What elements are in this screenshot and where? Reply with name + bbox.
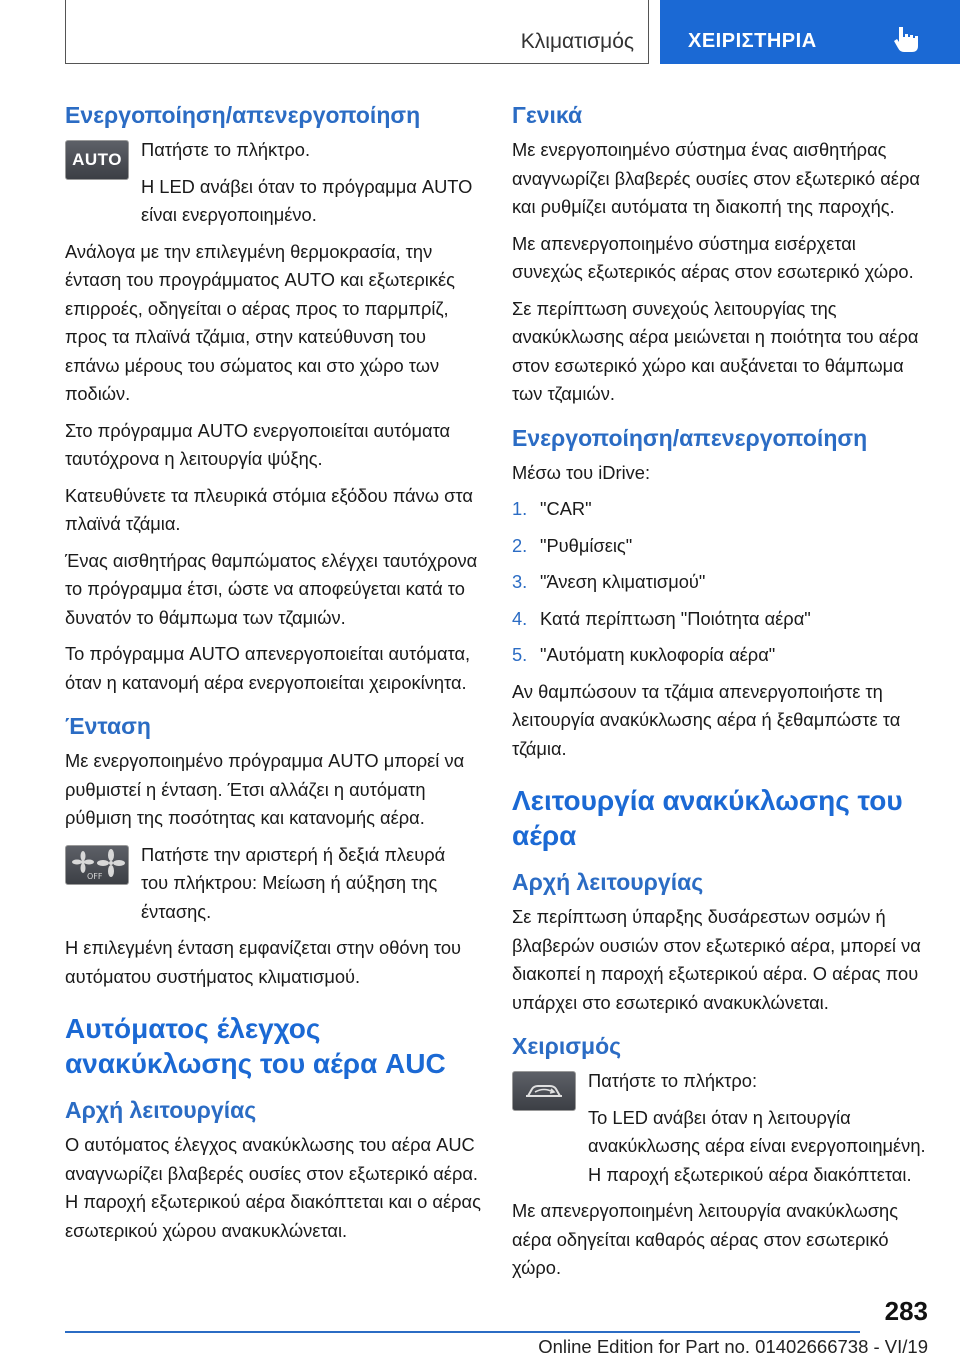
heading-recirculation: Λειτουργία ανακύκλωσης του αέρα bbox=[512, 785, 903, 851]
step-text: "CAR" bbox=[540, 498, 592, 519]
paragraph: Αν θαμπώσουν τα τζάμια απενεργοποιήστε τη λειτουργία ανακύκλωσης αέρα ή ξεθαμπώστε τα τζάμια. bbox=[512, 680, 901, 759]
paragraph: Με ενεργοποιημένο σύστημα ένας αισθητήρας αναγνωρίζει βλαβερές ουσίες στον εξωτερικό αέρα και ρυθμίζει αυτόματα τη διακοπή της παροχής. bbox=[512, 139, 920, 217]
auto-button-icon bbox=[65, 140, 129, 180]
heading-activation: Ενεργοποίηση/απενεργοποίηση bbox=[512, 424, 868, 451]
paragraph: Κατευθύνετε τα πλευρικά στόμια εξόδου πάνω στα πλαϊνά τζάμια. bbox=[65, 484, 473, 534]
step-number: 3. bbox=[512, 571, 528, 592]
heading-principle: Αρχή λειτουργίας bbox=[65, 1097, 257, 1123]
auto-led-text: Η LED ανάβει όταν το πρόγραμμα AUTO είναι ενεργοποιημένο. bbox=[141, 175, 473, 225]
heading-intensity: Ένταση bbox=[65, 713, 151, 739]
heading-general: Γενικά bbox=[512, 102, 583, 128]
step-text: "Άνεση κλιματισμού" bbox=[540, 571, 706, 592]
heading-principle: Αρχή λειτουργίας bbox=[512, 869, 704, 895]
paragraph: Ένας αισθητήρας θαμπώματος ελέγχει ταυτόχρονα το πρόγραμμα έτσι, ώστε να αποφεύγεται κατά το δυνατόν το θάμπωμα των τζαμιών. bbox=[65, 549, 478, 628]
auto-button-label: AUTO bbox=[72, 149, 122, 169]
idrive-steps bbox=[512, 495, 930, 670]
right-column bbox=[512, 100, 930, 1291]
step-text: "Αυτόματη κυκλοφορία αέρα" bbox=[540, 644, 776, 665]
recirculation-button-icon bbox=[512, 1071, 576, 1111]
fan-button-icon bbox=[65, 845, 129, 885]
header-section-box bbox=[65, 0, 649, 64]
step-text: "Ρυθμίσεις" bbox=[540, 534, 633, 556]
edition-footer: Online Edition for Part no. 01402666738 - VI/19 bbox=[538, 1336, 928, 1357]
auto-instruction bbox=[65, 136, 483, 230]
recirc-instruction bbox=[512, 1067, 930, 1189]
list-item bbox=[512, 568, 930, 597]
heading-activation: Ενεργοποίηση/απενεργοποίηση bbox=[65, 102, 421, 128]
left-column bbox=[65, 100, 483, 1253]
fan-icon bbox=[69, 848, 125, 882]
car-recirculation-icon bbox=[518, 1076, 570, 1106]
header-chapter-tab bbox=[660, 0, 960, 64]
fan-off-label: OFF bbox=[87, 871, 103, 881]
paragraph: Με απενεργοποιημένο σύστημα εισέρχεται συνεχώς εξωτερικός αέρας στον εσωτερικό χώρο. bbox=[512, 232, 914, 282]
footer-divider bbox=[65, 1331, 860, 1333]
paragraph: Στο πρόγραμμα AUTO ενεργοποιείται αυτόματα ταυτόχρονα η λειτουργία ψύξης. bbox=[65, 419, 451, 469]
hand-pointer-icon bbox=[892, 24, 922, 54]
recirc-led-text: Το LED ανάβει όταν η λειτουργία ανακύκλωσης αέρα είναι ενεργοποιημένη. Η παροχή εξωτερικού αέρα διακόπτεται. bbox=[588, 1106, 926, 1185]
paragraph: Ανάλογα με την επιλεγμένη θερμοκρασία, την ένταση του προγράμματος AUTO και εξωτερικές επιρροές, οδηγείται ο αέρας προς το παρμπρίζ, προς τα πλαϊνά τζάμια, στην κατεύθυνση του επάνω μέρους του σώματος και στο χώρο των ποδιών. bbox=[65, 240, 455, 404]
paragraph: Με ενεργοποιημένο πρόγραμμα AUTO μπορεί να ρυθμιστεί η ένταση. Έτσι αλλάζει η αυτόματη ρύθμιση της ποσότητας και κατανομής αέρα. bbox=[65, 750, 465, 828]
page-number: 283 bbox=[884, 1296, 928, 1326]
paragraph: Σε περίπτωση συνεχούς λειτουργίας της ανακύκλωσης αέρα μειώνεται η ποιότητα του αέρα στον εσωτερικό χώρο και αυξάνεται το θάμπωμα των τζαμιών. bbox=[512, 297, 919, 404]
step-number: 4. bbox=[512, 607, 528, 629]
step-number: 5. bbox=[512, 644, 528, 665]
paragraph: Με απενεργοποιημένη λειτουργία ανακύκλωσης αέρα οδηγείται καθαρός αέρας στον εσωτερικό χώρο. bbox=[512, 1200, 899, 1278]
heading-operation: Χειρισμός bbox=[512, 1033, 622, 1059]
paragraph: Σε περίπτωση ύπαρξης δυσάρεστων οσμών ή βλαβερών ουσιών στον εξωτερικό αέρα, μπορεί να διακοπεί η παροχή εξωτερικού αέρα. Ο αέρας που υπάρχει στο εσωτερικό ανακυκλώνεται. bbox=[512, 906, 921, 1013]
paragraph: Η επιλεγμένη ένταση εμφανίζεται στην οθόνη του αυτόματου συστήματος κλιματισμού. bbox=[65, 937, 462, 987]
section-title: Κλιματισμός bbox=[520, 30, 634, 53]
heading-auc: Αυτόματος έλεγχος ανακύκλωσης του αέρα AUC bbox=[65, 1013, 446, 1079]
paragraph: Ο αυτόματος έλεγχος ανακύκλωσης του αέρα AUC αναγνωρίζει βλαβερές ουσίες στον εξωτερικό αέρα. Η παροχή εξωτερικού αέρα διακόπτεται και ο αέρας εσωτερικού χώρου ανακυκλώνεται. bbox=[65, 1134, 481, 1241]
step-text: Κατά περίπτωση "Ποιότητα αέρα" bbox=[540, 607, 811, 629]
auto-press-text: Πατήστε το πλήκτρο. bbox=[141, 139, 311, 160]
fan-press-text: Πατήστε την αριστερή ή δεξιά πλευρά bbox=[141, 843, 446, 865]
list-item bbox=[512, 641, 930, 670]
list-item bbox=[512, 532, 930, 561]
paragraph: Το πρόγραμμα AUTO απενεργοποιείται αυτόματα, όταν η κατανομή αέρα ενεργοποιείται χειροκίνητα. bbox=[65, 643, 471, 693]
list-item bbox=[512, 605, 930, 634]
chapter-title: ΧΕΙΡΙΣΤΗΡΙΑ bbox=[688, 30, 817, 52]
step-number: 2. bbox=[512, 534, 528, 556]
recirc-press-text: Πατήστε το πλήκτρο: bbox=[588, 1070, 758, 1091]
fan-effect-text: του πλήκτρου: Μείωση ή αύξηση της έντασης. bbox=[141, 872, 438, 922]
paragraph: Μέσω του iDrive: bbox=[512, 461, 651, 483]
step-number: 1. bbox=[512, 498, 528, 519]
list-item bbox=[512, 495, 930, 524]
fan-instruction bbox=[65, 841, 483, 927]
